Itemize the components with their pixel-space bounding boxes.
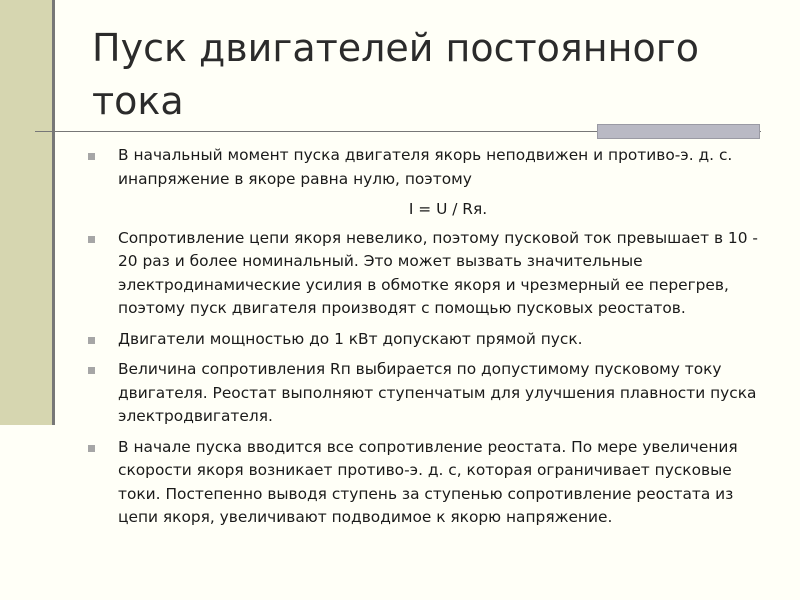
bullet-text: Двигатели мощностью до 1 кВт допускают прямой пуск. (118, 329, 583, 348)
bullet-item (88, 227, 778, 321)
bullet-item (88, 358, 778, 429)
divider-accent-bar (597, 124, 760, 139)
formula: I = U / Rя. (408, 200, 488, 218)
square-bullet-icon (88, 367, 95, 374)
bullet-text: В начальный момент пуска двигателя якорь неподвижен и противо-э. д. с. инапряжение в якоре равна нулю, поэтому (118, 146, 733, 188)
square-bullet-icon (88, 153, 95, 160)
sidebar-border-line (52, 0, 55, 425)
bullet-text: Сопротивление цепи якоря невелико, поэтому пусковой ток превышает в 10 - 20 раз и более номинальный. Это может вызвать значительные электродинамические усилия в обмотке якоря и чрезмерный ее перегрев, поэтому пуск двигателя производят с помощью пусковых реостатов. (118, 228, 758, 317)
sidebar-decoration (0, 0, 53, 425)
square-bullet-icon (88, 337, 95, 344)
bullet-text: Величина сопротивления Rп выбирается по допустимому пусковому току двигателя. Реостат выполняют ступенчатым для улучшения плавности пуска электродвигателя. (118, 360, 757, 425)
square-bullet-icon (88, 236, 95, 243)
square-bullet-icon (88, 445, 95, 452)
bullet-text: В начале пуска вводится все сопротивление реостата. По мере увеличения скорости якоря возникает противо-э. д. с, которая ограничивает пусковые токи. Постепенно выводя ступень за ступенью сопротивление реостата из цепи якоря, увеличивают подводимое к якорю напряжение. (118, 437, 738, 526)
slide-content (88, 144, 778, 537)
bullet-item (88, 436, 778, 530)
slide-title: Пуск двигателей постоянного тока (92, 26, 699, 123)
bullet-item (88, 144, 778, 191)
bullet-item (88, 328, 778, 352)
